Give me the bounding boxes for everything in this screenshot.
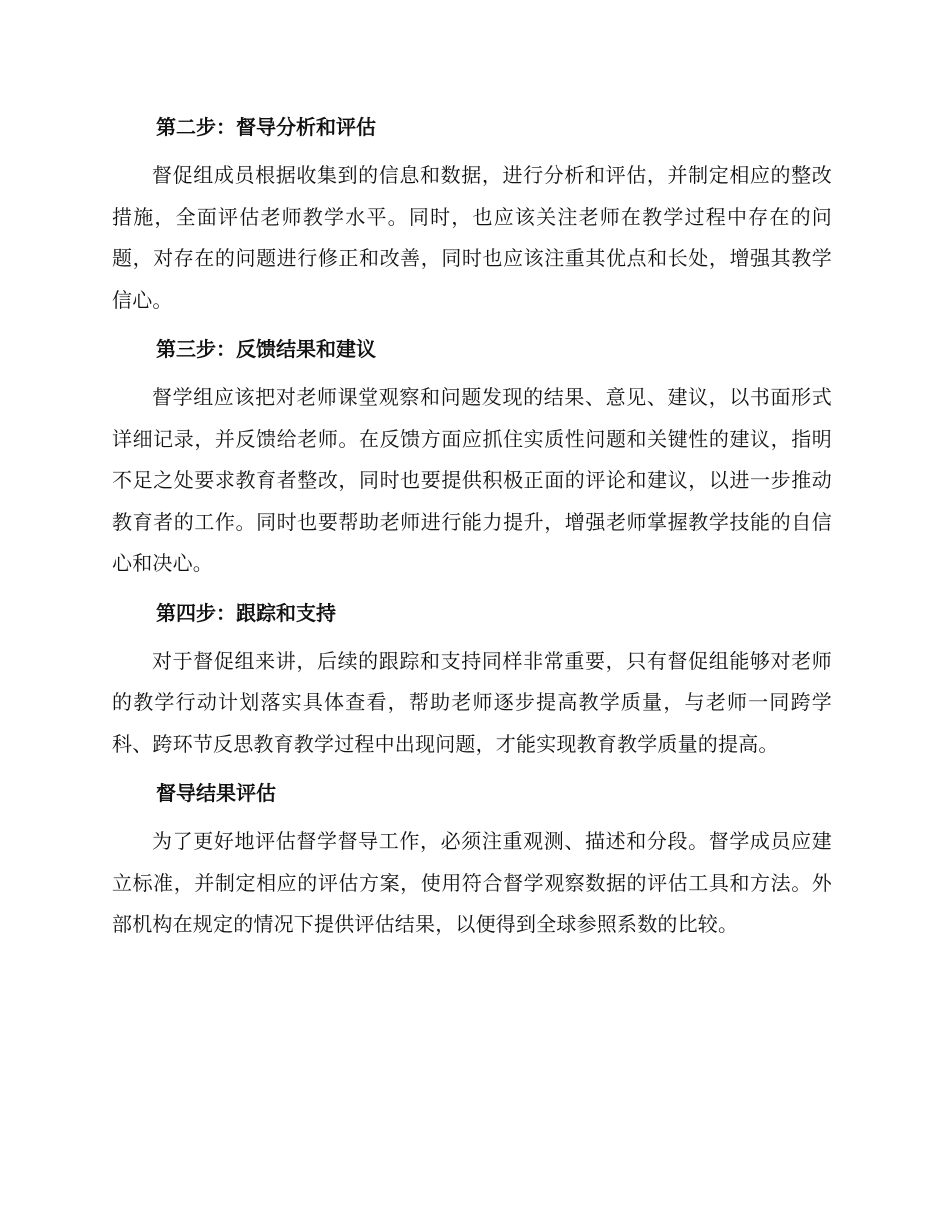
section-paragraph-step-3: 督学组应该把对老师课堂观察和问题发现的结果、意见、建议，以书面形式详细记录，并反馈给老师。在反馈方面应抓住实质性问题和关键性的建议，指明不足之处要求教育者整改，同时也要提供积极正面的评论和建议，以进一步推动教育者的工作。同时也要帮助老师进行能力提升，增强老师掌握教学技能的自信心和决心。 — [112, 385, 832, 575]
section-heading-step-2: 第二步：督导分析和评估 — [156, 115, 376, 139]
section-heading-evaluation: 督导结果评估 — [156, 781, 276, 805]
section-paragraph-step-2: 督促组成员根据收集到的信息和数据，进行分析和评估，并制定相应的整改措施，全面评估老师教学水平。同时，也应该关注老师在教学过程中存在的问题，对存在的问题进行修正和改善，同时也应该注重其优点和长处，增强其教学信心。 — [112, 163, 832, 312]
section-paragraph-evaluation: 为了更好地评估督学督导工作，必须注重观测、描述和分段。督学成员应建立标准，并制定相应的评估方案，使用符合督学观察数据的评估工具和方法。外部机构在规定的情况下提供评估结果，以便得到全球参照系数的比较。 — [112, 829, 832, 936]
document-body — [112, 112, 832, 946]
section-heading-step-3: 第三步：反馈结果和建议 — [156, 337, 376, 361]
section-paragraph-step-4: 对于督促组来讲，后续的跟踪和支持同样非常重要，只有督促组能够对老师的教学行动计划落实具体查看，帮助老师逐步提高教学质量，与老师一同跨学科、跨环节反思教育教学过程中出现问题，才能实现教育教学质量的提高。 — [112, 648, 832, 756]
section-heading-step-4: 第四步：跟踪和支持 — [156, 600, 336, 625]
